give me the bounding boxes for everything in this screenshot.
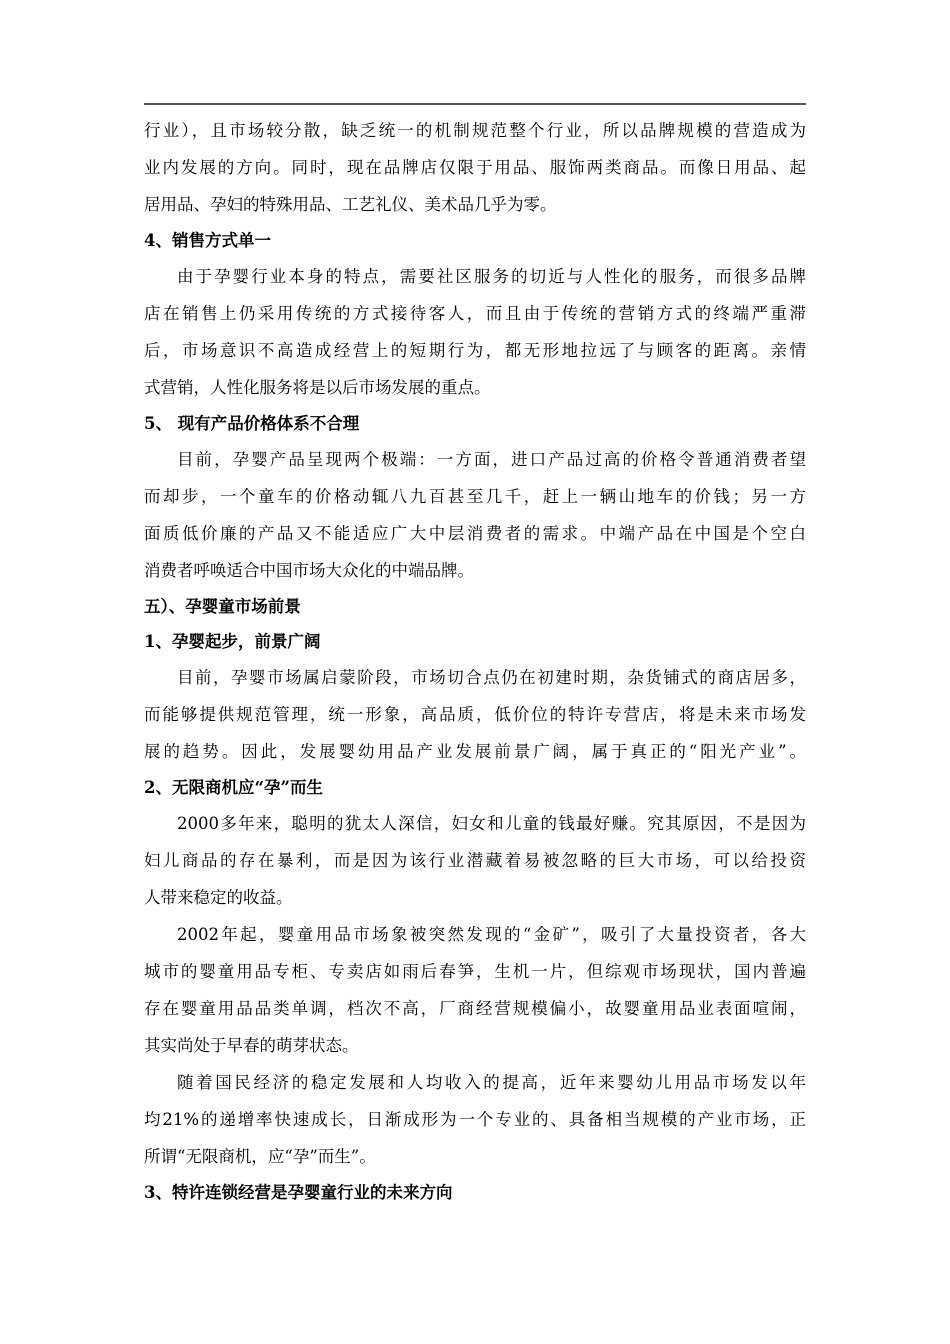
header-rule [144,103,806,105]
section-heading: 五）、孕婴童市场前景 [144,597,301,616]
section-heading: 1、孕婴起步，前景广阔 [144,632,321,651]
paragraph-line: 店在销售上仍采用传统的方式接待客人，而且由于传统的营销方式的终端严重滞 [144,304,806,323]
section-heading: 4、销售方式单一 [144,231,271,250]
paragraph-line: 后，市场意识不高造成经营上的短期行为，都无形地拉远了与顾客的距离。亲情 [144,341,806,360]
paragraph-line: 人带来稳定的收益。 [144,888,293,907]
paragraph-line: 行业），且市场较分散，缺乏统一的机制规范整个行业，所以品牌规模的营造成为 [144,121,806,140]
paragraph-line: 城市的婴童用品专柜、专卖店如雨后春笋，生机一片，但综观市场现状，国内普遍 [144,962,806,981]
paragraph-line: 消费者呼唤适合中国市场大众化的中端品牌。 [144,561,474,580]
paragraph-line: 展的趋势。因此，发展婴幼用品产业发展前景广阔，属于真正的“阳光产业”。 [144,742,806,761]
paragraph-line: 目前，孕婴市场属启蒙阶段，市场切合点仍在初建时期，杂货铺式的商店居多， [177,668,806,687]
paragraph-line: 随着国民经济的稳定发展和人均收入的提高，近年来婴幼儿用品市场发以年 [177,1073,806,1092]
paragraph-line: 均21%的递增率快速成长，日渐成形为一个专业的、具备相当规模的产业市场，正 [144,1110,806,1129]
section-heading: 3、特许连锁经营是孕婴童行业的未来方向 [144,1183,453,1202]
paragraph-line: 式营销，人性化服务将是以后市场发展的重点。 [144,378,491,397]
paragraph-line: 而却步，一个童车的价格动辄八九百甚至几千，赶上一辆山地车的价钱；另一方 [144,487,806,506]
document-body [144,112,806,1210]
paragraph-line: 2000多年来，聪明的犹太人深信，妇女和儿童的钱最好赚。究其原因，不是因为 [177,814,806,833]
paragraph-line: 而能够提供规范管理，统一形象，高品质，低价位的特许专营店，将是未来市场发 [144,705,806,724]
paragraph-line: 目前，孕婴产品呈现两个极端：一方面，进口产品过高的价格令普通消费者望 [177,450,806,469]
paragraph-line: 存在婴童用品品类单调，档次不高，厂商经营规模偏小，故婴童用品业表面喧闹， [144,999,806,1018]
paragraph-line: 业内发展的方向。同时，现在品牌店仅限于用品、服饰两类商品。而像日用品、起 [144,158,806,177]
section-heading: 5、 现有产品价格体系不合理 [144,414,360,433]
paragraph-line: 居用品、孕妇的特殊用品、工艺礼仪、美术品几乎为零。 [144,195,557,214]
paragraph-line: 由于孕婴行业本身的特点，需要社区服务的切近与人性化的服务，而很多品牌 [177,267,806,286]
paragraph-line: 2002年起，婴童用品市场象被突然发现的“金矿”，吸引了大量投资者，各大 [177,925,806,944]
paragraph-line: 面质低价廉的产品又不能适应广大中层消费者的需求。中端产品在中国是个空白 [144,524,806,543]
paragraph-line: 所谓“无限商机，应“孕”而生”。 [144,1147,376,1166]
paragraph-line: 妇儿商品的存在暴利，而是因为该行业潜藏着易被忽略的巨大市场，可以给投资 [144,851,806,870]
paragraph-line: 其实尚处于早春的萌芽状态。 [144,1036,359,1055]
section-heading: 2、无限商机应“孕”而生 [144,778,323,797]
